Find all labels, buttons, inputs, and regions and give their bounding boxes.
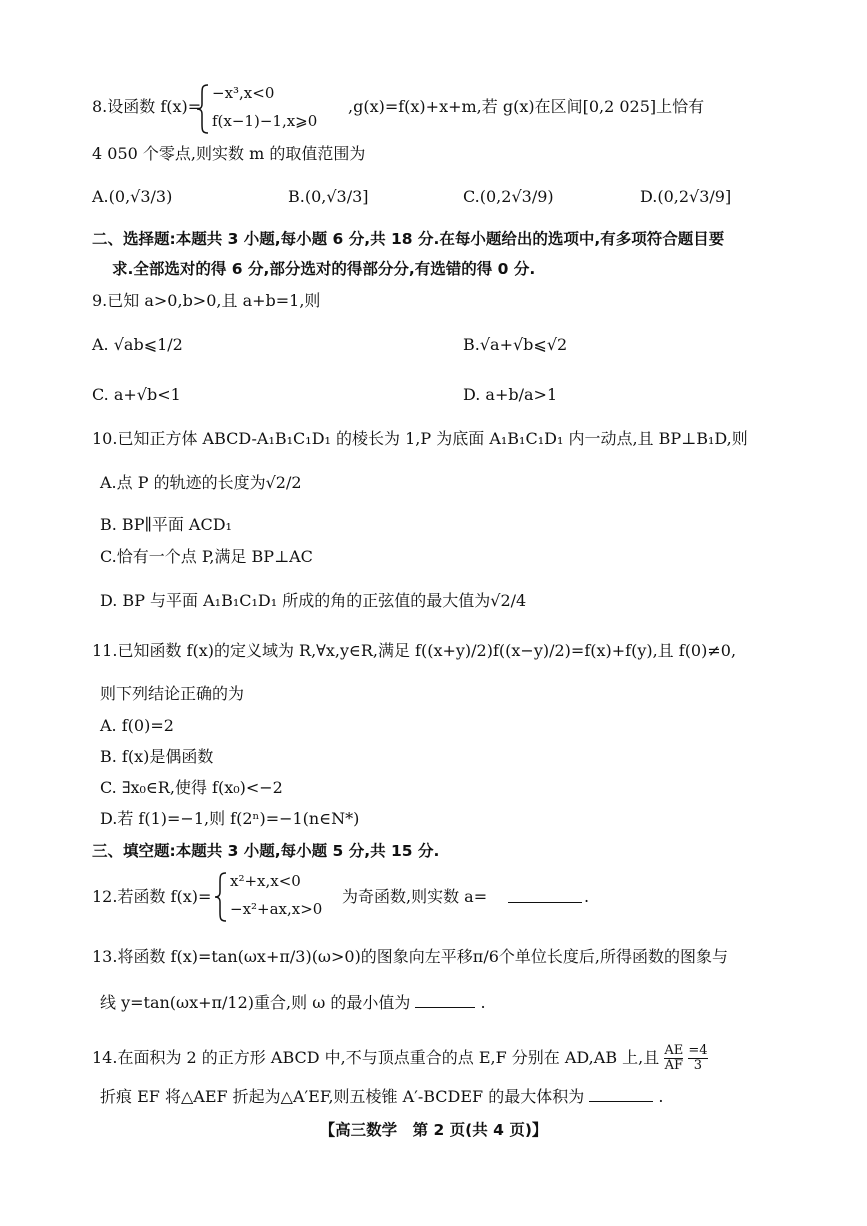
section-2-header-1: 二、选择题:本题共 3 小题,每小题 6 分,共 18 分.在每小题给出的选项中,有多项符合题目要 [92, 230, 725, 248]
q9-option-c: C. a+√b<1 [92, 385, 181, 404]
q14-ratio-den: 3 [693, 1058, 703, 1073]
q13-line-2-text: 线 y=tan(ωx+π/12)重合,则 ω 的最小值为 [100, 993, 411, 1012]
page-footer: 【高三数学 第 2 页(共 4 页)】 [319, 1121, 548, 1139]
q14-fraction-den: AF [664, 1058, 683, 1073]
q11-option-b: B. f(x)是偶函数 [100, 747, 214, 766]
question-14-line-1 [92, 1044, 708, 1073]
q10-option-a: A.点 P 的轨迹的长度为√2/2 [100, 473, 302, 492]
q14-period: . [658, 1087, 664, 1106]
question-12 [92, 868, 812, 924]
q11-option-c: C. ∃x₀∈R,使得 f(x₀)<−2 [100, 778, 283, 797]
q8-option-b: B.(0,√3/3] [288, 187, 369, 206]
q11-option-a: A. f(0)=2 [100, 716, 174, 735]
q9-option-a: A. √ab⩽1/2 [92, 335, 183, 354]
question-9-stem: 9.已知 a>0,b>0,且 a+b=1,则 [92, 291, 321, 310]
q8-stem-b: ,g(x)=f(x)+x+m,若 g(x)在区间[0,2 025]上恰有 [348, 97, 705, 116]
q8-case-1: −x³,x<0 [212, 84, 275, 102]
section-2-header-2: 求.全部选对的得 6 分,部分选对的得部分分,有选错的得 0 分. [112, 260, 536, 278]
q11-option-d: D.若 f(1)=−1,则 f(2ⁿ)=−1(n∈N*) [100, 809, 360, 828]
q8-stem-a: 8.设函数 f(x)= [92, 97, 202, 116]
question-11-stem: 11.已知函数 f(x)的定义域为 R,∀x,y∈R,满足 f((x+y)/2)f((x−y)/2)=f(x)+f(y),且 f(0)≠0, [92, 641, 737, 660]
question-13-line-1: 13.将函数 f(x)=tan(ωx+π/3)(ω>0)的图象向左平移π/6个单位长度后,所得函数的图象与 [92, 947, 728, 966]
question-10-stem: 10.已知正方体 ABCD-A₁B₁C₁D₁ 的棱长为 1,P 为底面 A₁B₁C₁D₁ 内一动点,且 BP⊥B₁D,则 [92, 429, 748, 448]
q12-answer-blank[interactable] [508, 888, 582, 903]
q12-case-1: x²+x,x<0 [230, 872, 301, 890]
q13-answer-blank[interactable] [415, 993, 475, 1008]
q10-option-c: C.恰有一个点 P,满足 BP⊥AC [100, 547, 313, 566]
q14-ratio [688, 1044, 707, 1073]
brace-icon [214, 872, 228, 922]
q14-ratio-num: =4 [688, 1043, 708, 1058]
q8-option-a: A.(0,√3/3) [92, 187, 173, 206]
q8-stem-line-2: 4 050 个零点,则实数 m 的取值范围为 [92, 144, 366, 163]
q12-stem-a: 12.若函数 f(x)= [92, 887, 212, 906]
q14-fraction-num: AE [664, 1043, 684, 1058]
q8-option-d: D.(0,2√3/9] [640, 187, 732, 206]
section-3-header: 三、填空题:本题共 3 小题,每小题 5 分,共 15 分. [92, 842, 440, 860]
q12-period: . [584, 887, 590, 906]
q14-line-1-text: 14.在面积为 2 的正方形 ABCD 中,不与顶点重合的点 E,F 分别在 AD,AB 上,且 [92, 1048, 660, 1067]
q13-period: . [480, 993, 486, 1012]
q14-fraction [664, 1044, 683, 1073]
q8-option-c: C.(0,2√3/9) [463, 187, 554, 206]
q12-stem-b: 为奇函数,则实数 a= [342, 887, 488, 906]
q10-option-b: B. BP∥平面 ACD₁ [100, 515, 232, 534]
q14-line-2-text: 折痕 EF 将△AEF 折起为△A′EF,则五棱锥 A′-BCDEF 的最大体积为 [100, 1087, 585, 1106]
question-14-line-2 [100, 1086, 664, 1108]
q10-option-d: D. BP 与平面 A₁B₁C₁D₁ 所成的角的正弦值的最大值为√2/4 [100, 591, 527, 610]
q9-option-b: B.√a+√b⩽√2 [463, 335, 568, 354]
q14-answer-blank[interactable] [589, 1087, 653, 1102]
question-13-line-2 [100, 992, 486, 1014]
q9-option-d: D. a+b/a>1 [463, 385, 558, 404]
question-11-stem-2: 则下列结论正确的为 [100, 684, 245, 703]
q8-case-2: f(x−1)−1,x⩾0 [212, 112, 318, 130]
q12-case-2: −x²+ax,x>0 [230, 900, 323, 918]
